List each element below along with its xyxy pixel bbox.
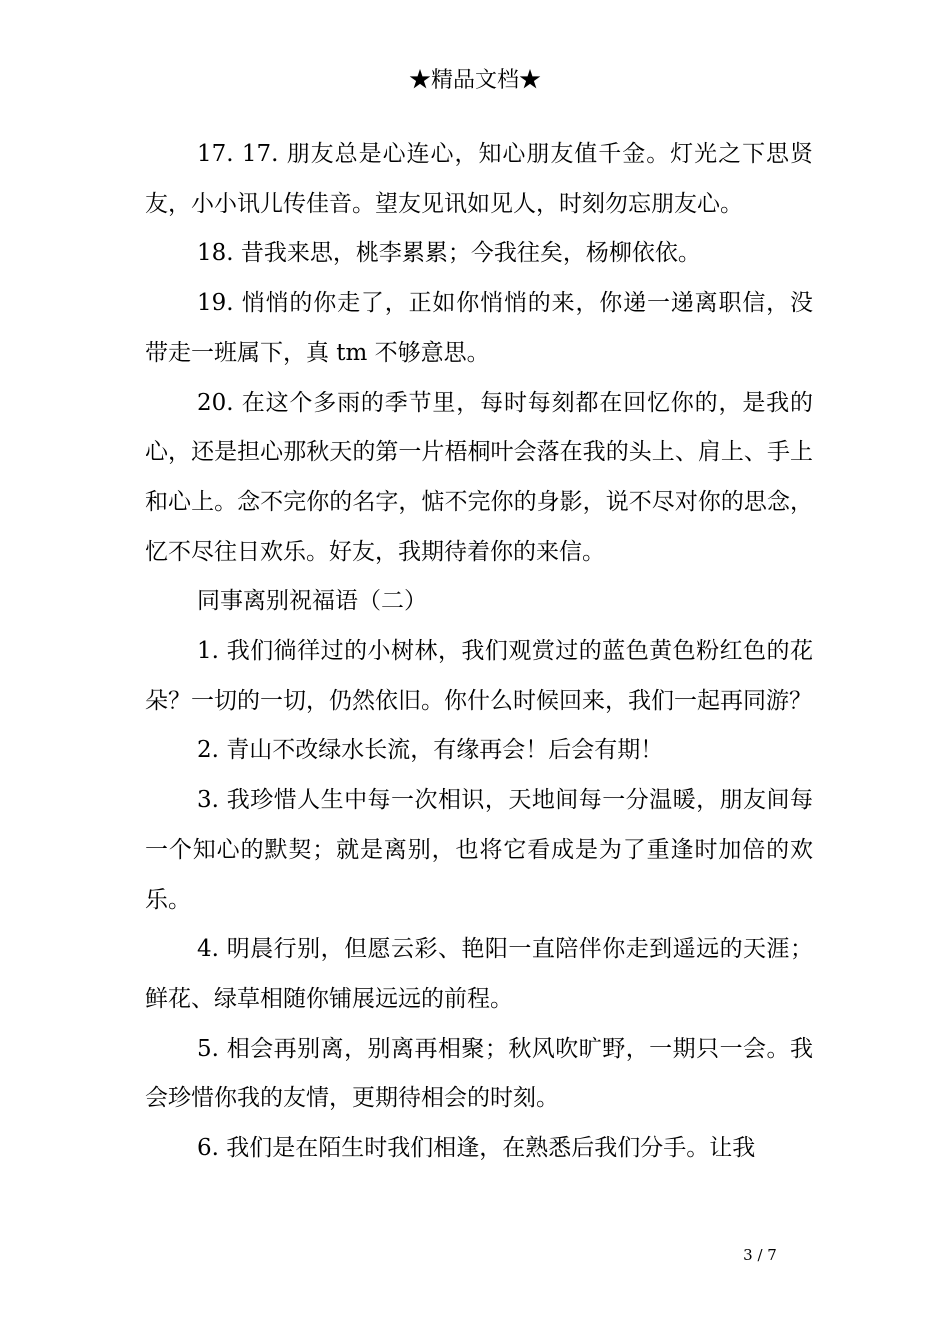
paragraph-item-4: 4. 明晨行别，但愿云彩、艳阳一直陪伴你走到遥远的天涯；鲜花、绿草相随你铺展远远的前程。 <box>145 936 813 1012</box>
paragraph-item-5: 5. 相会再别离，别离再相聚；秋风吹旷野，一期只一会。我会珍惜你我的友情，更期待相会的时刻。 <box>145 1035 813 1112</box>
section-heading: 同事离别祝福语（二） <box>197 588 427 615</box>
paragraph-item-20: 20. 在这个多雨的季节里，每时每刻都在回忆你的，是我的心，还是担心那秋天的第一片梧桐叶会落在我的头上、肩上、手上和心上。念不完你的名字，惦不完你的身影，说不尽对你的思念，忆不尽往日欢乐。好友，我期待着你的来信。 <box>145 389 813 565</box>
paragraph-item-6: 6. 我们是在陌生时我们相逢，在熟悉后我们分手。让我 <box>197 1135 756 1162</box>
page-header: ★精品文档★ <box>408 68 541 93</box>
paragraph-item-2: 2. 青山不改绿水长流，有缘再会！后会有期！ <box>197 737 664 764</box>
paragraph-item-18: 18. 昔我来思，桃李累累；今我往矣，杨柳依依。 <box>197 240 701 267</box>
paragraph-item-1: 1. 我们徜徉过的小树林，我们观赏过的蓝色黄色粉红色的花朵？一切的一切，仍然依旧。你什么时候回来，我们一起再同游？ <box>145 638 813 714</box>
paragraph-item-3: 3. 我珍惜人生中每一次相识，天地间每一分温暖，朋友间每一个知心的默契；就是离别，也将它看成是为了重逢时加倍的欢乐。 <box>145 787 813 913</box>
document-body <box>145 130 813 1174</box>
paragraph-item-17: 17. 17. 朋友总是心连心，知心朋友值千金。灯光之下思贤友，小小讯儿传佳音。望友见讯如见人，时刻勿忘朋友心。 <box>145 141 813 217</box>
page-number: 3 / 7 <box>743 1246 777 1264</box>
paragraph-item-19: 19. 悄悄的你走了，正如你悄悄的来，你递一递离职信，没带走一班属下，真 tm 不够意思。 <box>145 290 813 366</box>
